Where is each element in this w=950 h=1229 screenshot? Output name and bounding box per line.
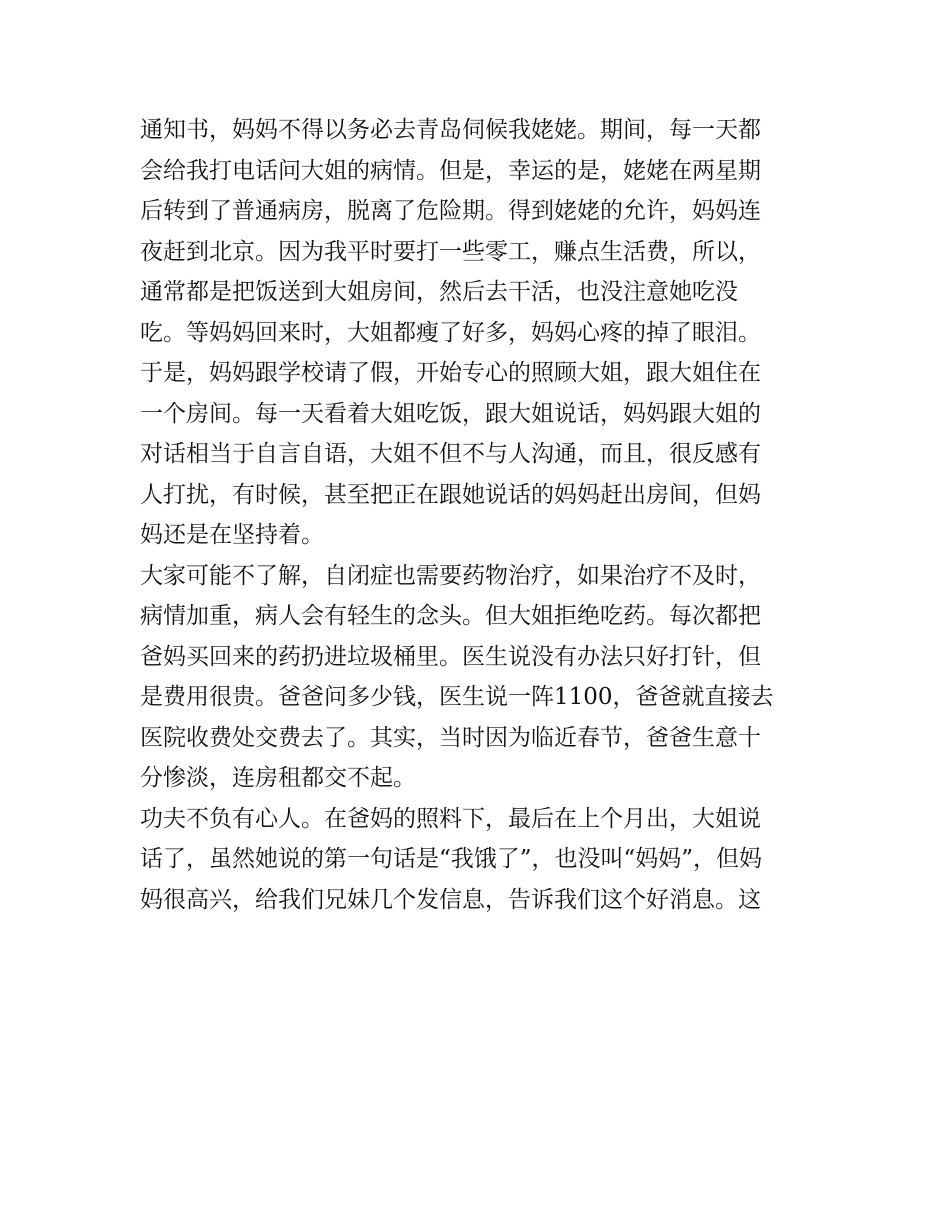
text-line: 爸妈买回来的药扔进垃圾桶里。医生说没有办法只好打针，但 [140, 643, 761, 670]
text-line: 病情加重，病人会有轻生的念头。但大姐拒绝吃药。每次都把 [140, 603, 761, 629]
text-line: 医院收费处交费去了。其实，当时因为临近春节，爸爸生意十 [140, 724, 761, 751]
text-line: 会给我打电话问大姐的病情。但是，幸运的是，姥姥在两星期 [140, 157, 761, 184]
text-line: 人打扰，有时候，甚至把正在跟她说话的妈妈赶出房间，但妈 [140, 481, 761, 508]
text-line: 话了，虽然她说的第一句话是“我饿了”，也没叫“妈妈”，但妈 [140, 846, 763, 872]
text-line: 分惨淡，连房租都交不起。 [140, 765, 416, 791]
text-line: 后转到了普通病房，脱离了危险期。得到姥姥的允许，妈妈连 [140, 198, 761, 224]
text-line: 大家可能不了解，自闭症也需要药物治疗，如果治疗不及时， [140, 562, 761, 589]
text-line: 对话相当于自言自语，大姐不但不与人沟通，而且，很反感有 [140, 441, 761, 467]
text-line: 夜赶到北京。因为我平时要打一些零工，赚点生活费，所以， [140, 238, 761, 265]
body-text [140, 110, 830, 920]
text-line: 妈还是在坚持着。 [140, 522, 324, 548]
text-line: 吃。等妈妈回来时，大姐都瘦了好多，妈妈心疼的掉了眼泪。 [140, 319, 761, 346]
text-line: 一个房间。每一天看着大姐吃饭，跟大姐说话，妈妈跟大姐的 [140, 400, 761, 427]
text-line: 通常都是把饭送到大姐房间，然后去干活，也没注意她吃没 [140, 279, 738, 305]
text-line: 功夫不负有心人。在爸妈的照料下，最后在上个月出，大姐说 [140, 805, 761, 832]
text-line: 妈很高兴，给我们兄妹几个发信息，告诉我们这个好消息。这 [140, 886, 761, 913]
text-line: 通知书，妈妈不得以务必去青岛伺候我姥姥。期间，每一天都 [140, 117, 761, 143]
text-line: 是费用很贵。爸爸问多少钱，医生说一阵1100，爸爸就直接去 [140, 684, 774, 710]
text-line: 于是，妈妈跟学校请了假，开始专心的照顾大姐，跟大姐住在 [140, 360, 761, 386]
